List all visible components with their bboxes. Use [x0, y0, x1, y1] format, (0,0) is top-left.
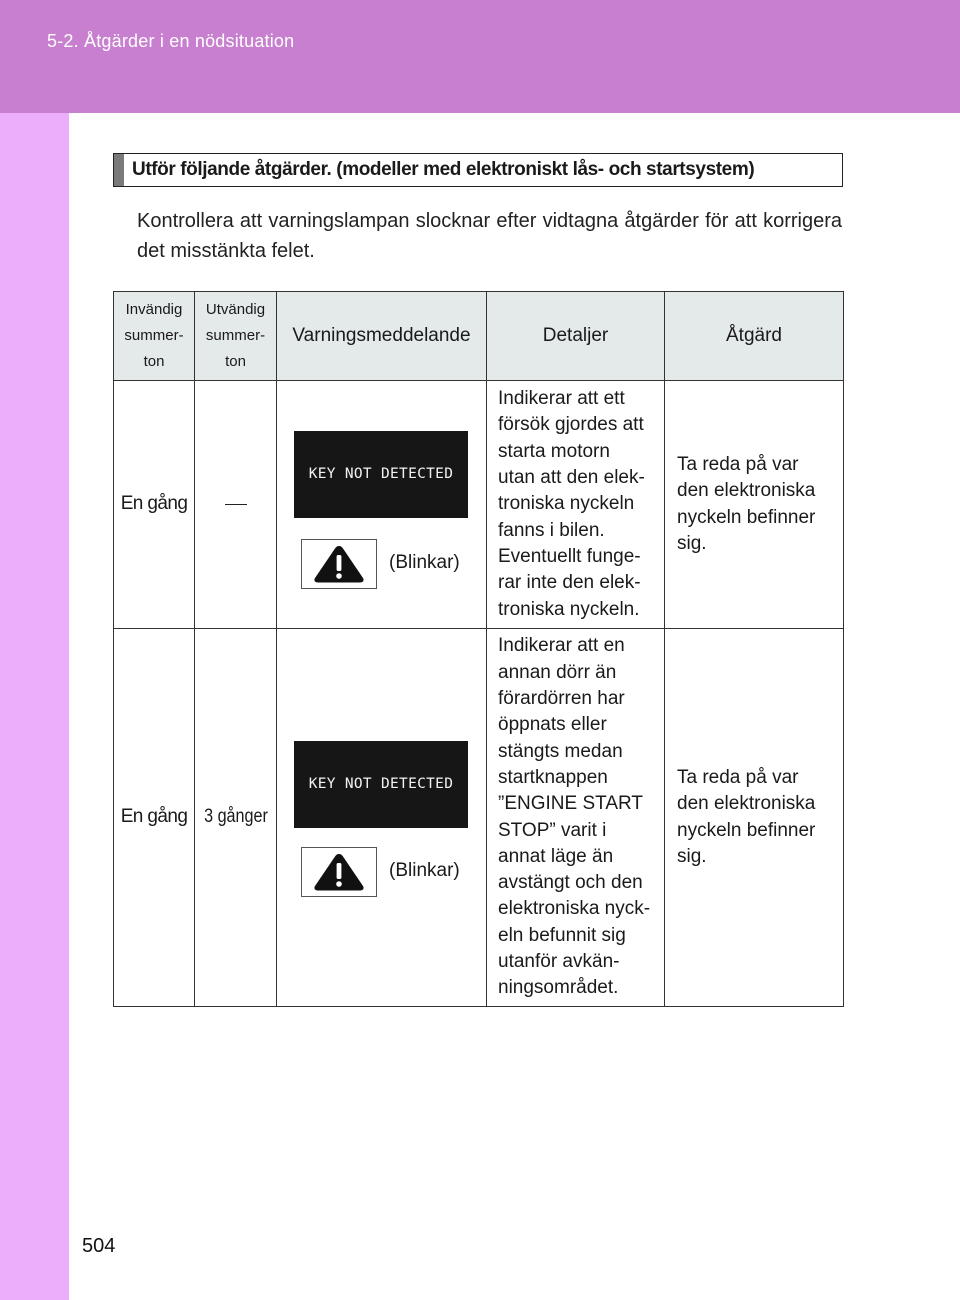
- page-number: 504: [82, 1235, 116, 1257]
- details-line: fanns i bilen.: [498, 519, 605, 541]
- header-message: Varningsmeddelande: [277, 292, 487, 381]
- details-line: öppnats eller: [498, 714, 607, 736]
- message-display: [294, 741, 468, 828]
- header-inside-buzzer: [114, 292, 195, 381]
- details-line: eln befunnit sig: [498, 924, 626, 946]
- section-heading: [113, 153, 843, 187]
- warning-triangle-icon: [301, 847, 377, 897]
- details-line: utanför avkän-: [498, 950, 620, 972]
- action-line: den elektroniska: [677, 480, 816, 502]
- outside-buzzer-cell: 3 gånger: [201, 629, 271, 1007]
- action-line: nyckeln befinner: [677, 506, 816, 528]
- display-text: KEY NOT DETECTED: [308, 775, 454, 792]
- action-line: Ta reda på var: [677, 453, 799, 475]
- details-line: Indikerar att ett: [498, 388, 625, 410]
- table-header-row: [114, 292, 844, 381]
- details-line: ningsområdet.: [498, 977, 619, 999]
- header-line: summer-: [205, 327, 266, 344]
- details-line: troniska nyckeln.: [498, 598, 640, 620]
- message-cell: [277, 381, 487, 629]
- details-line: annat läge än: [498, 845, 614, 867]
- blink-label: (Blinkar): [389, 552, 460, 574]
- header-outside-buzzer: [195, 292, 277, 381]
- details-line: förardörren har: [498, 688, 625, 710]
- warning-triangle-icon: [301, 539, 377, 589]
- details-cell: [487, 381, 665, 629]
- blink-label: (Blinkar): [389, 860, 460, 882]
- details-cell: [487, 629, 665, 1007]
- action-line: nyckeln befinner: [677, 819, 816, 841]
- details-line: STOP” varit i: [498, 819, 607, 841]
- details-line: ”ENGINE START: [498, 793, 643, 815]
- details-line: avstängt och den: [498, 872, 643, 894]
- header-details: Detaljer: [487, 292, 665, 381]
- header-band: [0, 0, 960, 113]
- header-line: ton: [143, 353, 165, 370]
- details-line: stängts medan: [498, 740, 623, 762]
- heading-accent-bar: [114, 154, 124, 186]
- warning-table: [113, 291, 844, 1007]
- details-line: utan att den elek-: [498, 467, 645, 489]
- details-line: troniska nyckeln: [498, 493, 635, 515]
- action-line: den elektroniska: [677, 793, 816, 815]
- details-line: elektroniska nyck-: [498, 898, 651, 920]
- display-text: KEY NOT DETECTED: [308, 465, 454, 482]
- header-line: Invändig: [125, 301, 183, 318]
- details-line: rar inte den elek-: [498, 572, 641, 594]
- details-line: annan dörr än: [498, 661, 617, 683]
- details-line: Eventuellt funge-: [498, 545, 641, 567]
- header-action: Åtgärd: [665, 292, 844, 381]
- table-row: [114, 629, 844, 1007]
- header-line: summer-: [124, 327, 184, 344]
- action-line: Ta reda på var: [677, 766, 799, 788]
- action-cell: [665, 381, 844, 629]
- section-heading-text: Utför följande åtgärder. (modeller med elektroniskt lås- och startsystem): [132, 159, 755, 180]
- message-display: [294, 431, 468, 518]
- table-row: [114, 381, 844, 629]
- message-cell: [277, 629, 487, 1007]
- action-line: sig.: [677, 532, 707, 554]
- outside-buzzer-cell: [195, 381, 277, 629]
- inside-buzzer-cell: En gång: [114, 629, 195, 1007]
- action-cell: [665, 629, 844, 1007]
- side-band: [0, 113, 69, 1300]
- details-line: starta motorn: [498, 440, 610, 462]
- action-line: sig.: [677, 845, 707, 867]
- header-line: Utvändig: [205, 301, 266, 318]
- details-line: Indikerar att en: [498, 635, 625, 657]
- intro-paragraph: Kontrollera att varningslampan slocknar efter vidtagna åtgärder för att korrigera det misstänkta felet.: [137, 210, 842, 262]
- chapter-title: 5-2. Åtgärder i en nödsituation: [47, 31, 295, 51]
- inside-buzzer-cell: En gång: [114, 381, 195, 629]
- dash-mark: [225, 504, 247, 505]
- details-line: startknappen: [498, 766, 608, 788]
- details-line: försök gjordes att: [498, 414, 644, 436]
- header-line: ton: [225, 353, 246, 370]
